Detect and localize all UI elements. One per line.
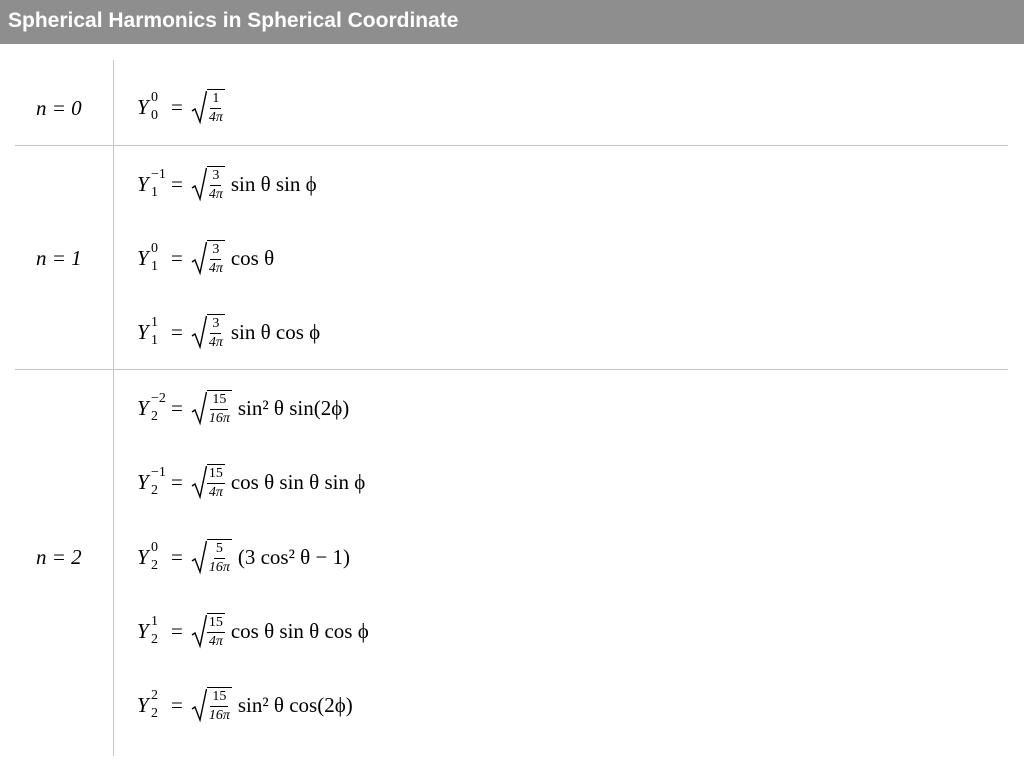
harmonic-equation <box>137 312 320 352</box>
harmonic-symbol <box>137 238 167 278</box>
fraction <box>207 390 232 426</box>
title-bar <box>0 0 1024 44</box>
denominator: 4π <box>208 261 223 276</box>
harmonic-equation <box>137 87 225 127</box>
symbol-base: Y <box>137 396 149 420</box>
denominator: 4π <box>208 335 223 350</box>
square-root <box>191 687 232 723</box>
degree-subscript: 1 <box>151 333 158 348</box>
symbol-base: Y <box>137 172 149 196</box>
order-superscript: −2 <box>151 391 166 406</box>
fraction <box>207 166 225 202</box>
square-root <box>191 166 225 202</box>
radical-sign-icon <box>191 539 207 575</box>
degree-subscript: 1 <box>151 185 158 200</box>
square-root <box>191 390 232 426</box>
harmonic-equation <box>137 388 349 428</box>
order-superscript: 1 <box>151 614 158 629</box>
harmonic-symbol <box>137 685 167 725</box>
symbol-base: Y <box>137 246 149 270</box>
equals-sign: = <box>171 171 183 196</box>
harmonic-symbol <box>137 164 167 204</box>
square-root <box>191 464 225 500</box>
order-superscript: −1 <box>151 167 166 182</box>
denominator: 4π <box>208 634 223 649</box>
denominator: 4π <box>208 110 223 125</box>
radical-sign-icon <box>191 390 207 426</box>
numerator: 3 <box>210 317 221 334</box>
harmonic-equation <box>137 238 274 278</box>
degree-subscript: 2 <box>151 409 158 424</box>
symbol-base: Y <box>137 693 149 717</box>
equals-sign: = <box>171 544 183 569</box>
radical-sign-icon <box>191 687 207 723</box>
symbol-base: Y <box>137 95 149 119</box>
square-root <box>191 240 225 276</box>
harmonic-equation <box>137 685 353 725</box>
symbol-base: Y <box>137 619 149 643</box>
radical-sign-icon <box>191 314 207 350</box>
row-divider <box>15 145 1008 146</box>
harmonic-symbol <box>137 312 167 352</box>
harmonic-symbol <box>137 611 167 651</box>
square-root <box>191 89 225 125</box>
denominator: 16π <box>208 560 230 575</box>
fraction <box>207 89 225 125</box>
degree-subscript: 2 <box>151 706 158 721</box>
radical-sign-icon <box>191 166 207 202</box>
square-root <box>191 613 225 649</box>
degree-subscript: 0 <box>151 108 158 123</box>
fraction <box>207 687 232 723</box>
order-superscript: 0 <box>151 540 158 555</box>
trig-terms: cos θ <box>230 245 275 270</box>
equals-sign: = <box>171 618 183 643</box>
equals-sign: = <box>171 395 183 420</box>
numerator: 15 <box>210 690 228 707</box>
denominator: 4π <box>208 187 223 202</box>
degree-subscript: 1 <box>151 259 158 274</box>
numerator: 1 <box>210 92 221 109</box>
numerator: 3 <box>210 169 221 186</box>
degree-label-n1: n = 1 <box>36 246 82 270</box>
trig-terms: sin² θ sin(2ϕ) <box>237 395 350 420</box>
numerator: 15 <box>207 616 225 633</box>
trig-terms: sin² θ cos(2ϕ) <box>237 692 353 717</box>
radical-sign-icon <box>191 240 207 276</box>
equals-sign: = <box>171 319 183 344</box>
order-superscript: 0 <box>151 241 158 256</box>
harmonic-equation <box>137 462 365 502</box>
equals-sign: = <box>171 469 183 494</box>
square-root <box>191 314 225 350</box>
degree-subscript: 2 <box>151 483 158 498</box>
numerator: 15 <box>210 393 228 410</box>
fraction <box>207 464 225 500</box>
radical-sign-icon <box>191 613 207 649</box>
numerator: 5 <box>214 542 225 559</box>
square-root <box>191 539 232 575</box>
harmonic-symbol <box>137 87 167 127</box>
trig-terms: (3 cos² θ − 1) <box>237 544 351 569</box>
degree-subscript: 2 <box>151 632 158 647</box>
harmonic-equation <box>137 164 317 204</box>
trig-terms: cos θ sin θ cos ϕ <box>230 618 369 643</box>
harmonic-symbol <box>137 462 167 502</box>
fraction <box>207 240 225 276</box>
denominator: 16π <box>208 708 230 723</box>
degree-subscript: 2 <box>151 558 158 573</box>
radical-sign-icon <box>191 464 207 500</box>
equals-sign: = <box>171 94 183 119</box>
trig-terms: cos θ sin θ sin ϕ <box>230 469 366 494</box>
equals-sign: = <box>171 692 183 717</box>
fraction <box>207 539 232 575</box>
symbol-base: Y <box>137 470 149 494</box>
harmonic-symbol <box>137 537 167 577</box>
fraction <box>207 613 225 649</box>
trig-terms: sin θ sin ϕ <box>230 171 317 196</box>
order-superscript: 2 <box>151 688 158 703</box>
trig-terms: sin θ cos ϕ <box>230 319 321 344</box>
numerator: 3 <box>210 243 221 260</box>
radical-sign-icon <box>191 89 207 125</box>
numerator: 15 <box>207 467 225 484</box>
order-superscript: 1 <box>151 315 158 330</box>
harmonic-equation <box>137 537 350 577</box>
degree-label-n2: n = 2 <box>36 545 82 569</box>
harmonic-symbol <box>137 388 167 428</box>
row-divider <box>15 369 1008 370</box>
order-superscript: −1 <box>151 465 166 480</box>
denominator: 4π <box>208 485 223 500</box>
window-title: Spherical Harmonics in Spherical Coordinate <box>8 9 459 32</box>
symbol-base: Y <box>137 320 149 344</box>
column-divider <box>113 60 114 756</box>
symbol-base: Y <box>137 545 149 569</box>
degree-label-n0: n = 0 <box>36 96 82 120</box>
denominator: 16π <box>208 411 230 426</box>
harmonic-equation <box>137 611 369 651</box>
fraction <box>207 314 225 350</box>
order-superscript: 0 <box>151 90 158 105</box>
equals-sign: = <box>171 245 183 270</box>
